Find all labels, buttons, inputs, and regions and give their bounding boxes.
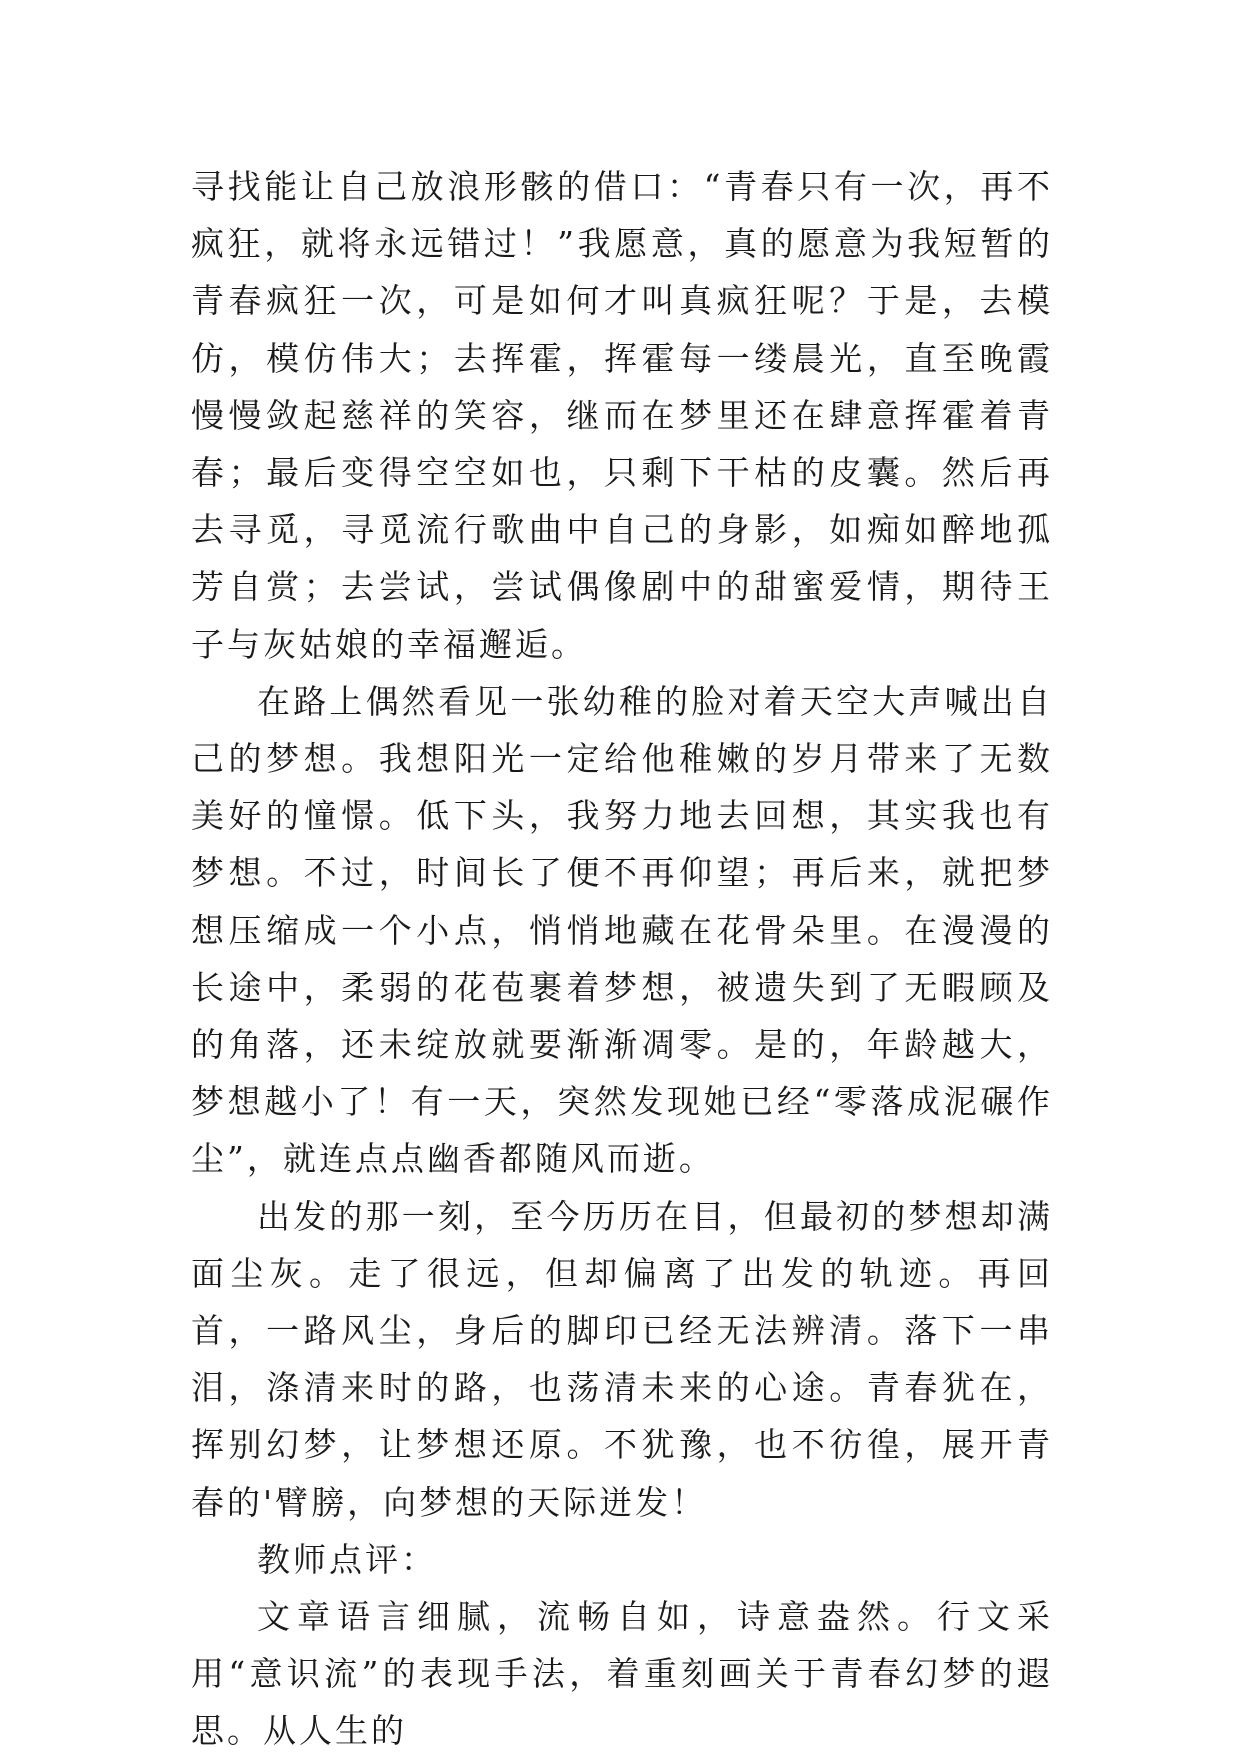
- paragraph-road-dream: 在路上偶然看见一张幼稚的脸对着天空大声喊出自己的梦想。我想阳光一定给他稚嫩的岁月带来了无数美好的憧憬。低下头，我努力地去回想，其实我也有梦想。不过，时间长了便不再仰望；再后来，就把梦想压缩成一个小点，悄悄地藏在花骨朵里。在漫漫的长途中，柔弱的花苞裹着梦想，被遗失到了无暇顾及的角落，还未绽放就要渐渐凋零。是的，年龄越大，梦想越小了！有一天，突然发现她已经“零落成泥碾作尘”，就连点点幽香都随风而逝。: [191, 681, 1053, 1179]
- essay-body: [191, 158, 1053, 1760]
- paragraph-continuation: 寻找能让自己放浪形骸的借口：“青春只有一次，再不疯狂，就将永远错过！”我愿意，真的愿意为我短暂的青春疯狂一次，可是如何才叫真疯狂呢？于是，去模仿，模仿伟大；去挥霍，挥霍每一缕晨光，直至晚霞慢慢敛起慈祥的笑容，继而在梦里还在肆意挥霍着青春；最后变得空空如也，只剩下干枯的皮囊。然后再去寻觅，寻觅流行歌曲中自己的身影，如痴如醉地孤芳自赏；去尝试，尝试偶像剧中的甜蜜爱情，期待王子与灰姑娘的幸福邂逅。: [191, 167, 1053, 664]
- paragraph-departure: 出发的那一刻，至今历历在目，但最初的梦想却满面尘灰。走了很远，但却偏离了出发的轨迹。再回首，一路风尘，身后的脚印已经无法辨清。落下一串泪，涤清来时的路，也荡清未来的心途。青春犹在，挥别幻梦，让梦想还原。不犹豫，也不彷徨，展开青春的'臂膀，向梦想的天际迸发！: [191, 1196, 1053, 1522]
- teacher-comment-heading: 教师点评：: [257, 1539, 437, 1579]
- teacher-comment-text: 文章语言细腻，流畅自如，诗意盎然。行文采用“意识流”的表现手法，着重刻画关于青春幻梦的遐思。从人生的: [191, 1597, 1053, 1751]
